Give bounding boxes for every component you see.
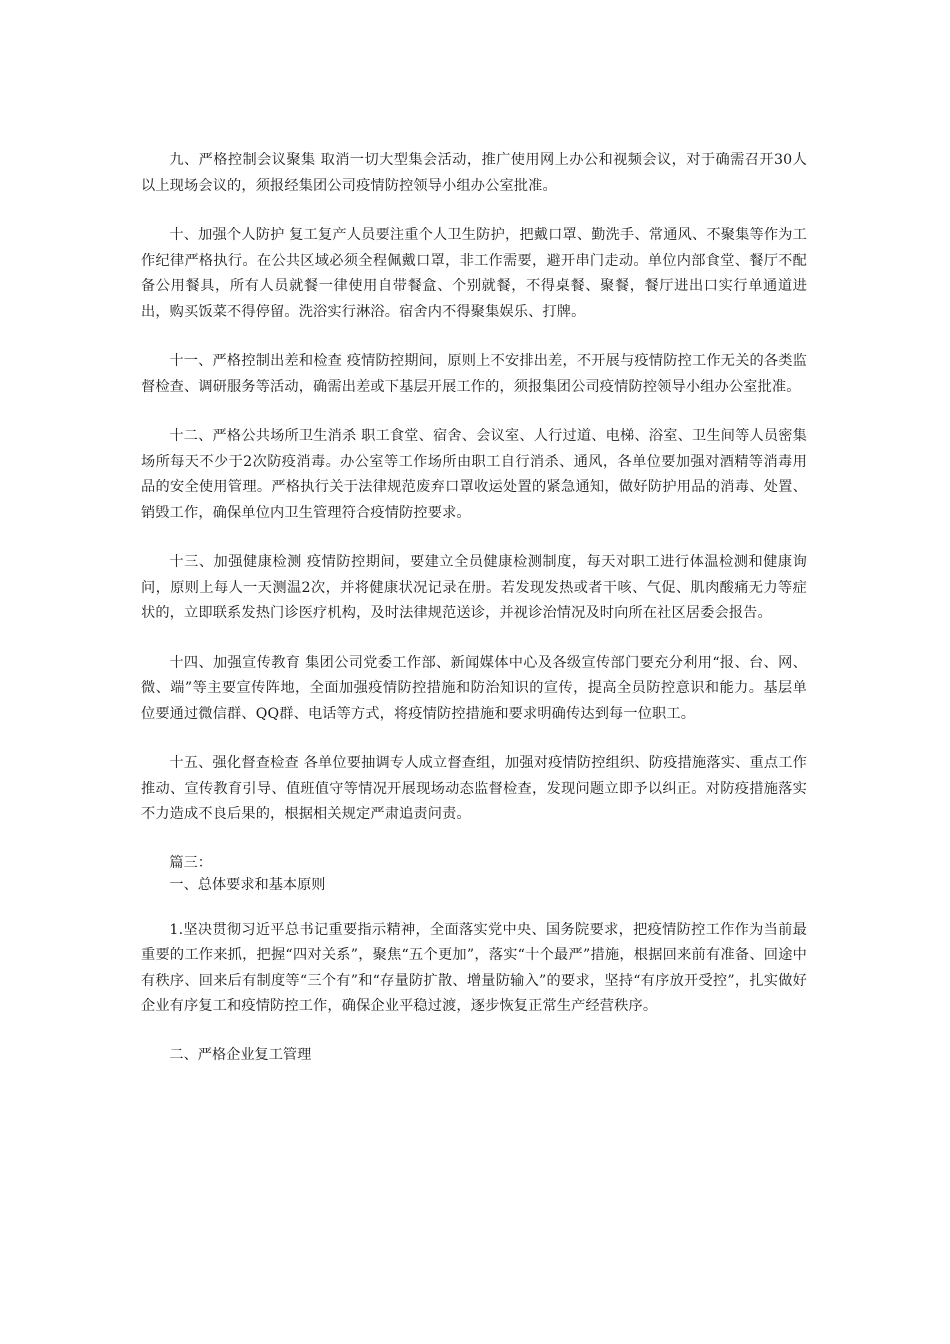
section-header-block [141,852,807,896]
section-label: 篇三： [169,854,212,871]
paragraph-fourteen: 十四、加强宣传教育 集团公司党委工作部、新闻媒体中心及各级宣传部门要充分利用“报、台、网、微、端”等主要宣传阵地，全面加强疫情防控措施和防治知识的宣传，提高全员防控意识和能力。基层单位要通过微信群、QQ群、电话等方式，将疫情防控措施和要求明确传达到每一位职工。 [141,654,807,722]
paragraph-eleven: 十一、严格控制出差和检查 疫情防控期间，原则上不安排出差，不开展与疫情防控工作无关的各类监督检查、调研服务等活动，确需出差或下基层开展工作的，须报集团公司疫情防控领导小组办公室批准。 [141,353,807,395]
paragraph-nine: 九、严格控制会议聚集 取消一切大型集会活动，推广使用网上办公和视频会议，对于确需召开30人以上现场会议的，须报经集团公司疫情防控领导小组办公室批准。 [141,152,807,194]
document-body [141,148,807,1066]
paragraph-thirteen: 十三、加强健康检测 疫情防控期间，要建立全员健康检测制度，每天对职工进行体温检测和健康询问，原则上每人一天测温2次，并将健康状况记录在册。若发现发热或者干咳、气促、肌肉酸痛无力等症状的，立即联系发热门诊医疗机构，及时法律规范送诊，并视诊治情况及时向所在社区居委会报告。 [141,554,807,621]
paragraph-ten: 十、加强个人防护 复工复产人员要注重个人卫生防护，把戴口罩、勤洗手、常通风、不聚集等作为工作纪律严格执行。在公共区域必须全程佩戴口罩，非工作需要，避开串门走动。单位内部食堂、餐厅不配备公用餐具，所有人员就餐一律使用自带餐盒、个别就餐，不得桌餐、聚餐，餐厅进出口实行单通道进出，购买饭菜不得停留。洗浴实行淋浴。宿舍内不得聚集娱乐、打牌。 [141,227,807,320]
paragraph-principle-1: 1.坚决贯彻习近平总书记重要指示精神，全面落实党中央、国务院要求，把疫情防控工作作为当前最重要的工作来抓，把握“四对关系”，聚焦“五个更加”，落实“十个最严”措施，根据回来前有准备、回途中有秩序、回来后有制度等“三个有”和“存量防扩散、增量防输入”的要求，坚持“有序放开受控”，扎实做好企业有序复工和疫情防控工作，确保企业平稳过渡，逐步恢复正常生产经营秩序。 [141,921,807,1014]
paragraph-fifteen: 十五、强化督查检查 各单位要抽调专人成立督查组，加强对疫情防控组织、防疫措施落实、重点工作推动、宣传教育引导、值班值守等情况开展现场动态监督检查，发现问题立即予以纠正。对防疫措施落实不力造成不良后果的，根据相关规定严肃追责问责。 [141,755,807,822]
section-heading-resumption: 二、严格企业复工管理 [169,1046,312,1063]
section-heading-principles: 一、总体要求和基本原则 [169,876,326,893]
paragraph-twelve: 十二、严格公共场所卫生消杀 职工食堂、宿舍、会议室、人行过道、电梯、浴室、卫生间等人员密集场所每天不少于2次防疫消毒。办公室等工作场所由职工自行消杀、通风，各单位要加强对酒精等消毒用品的安全使用管理。严格执行关于法律规范废弃口罩收运处置的紧急通知，做好防护用品的消毒、处置、销毁工作，确保单位内卫生管理符合疫情防控要求。 [141,428,807,521]
